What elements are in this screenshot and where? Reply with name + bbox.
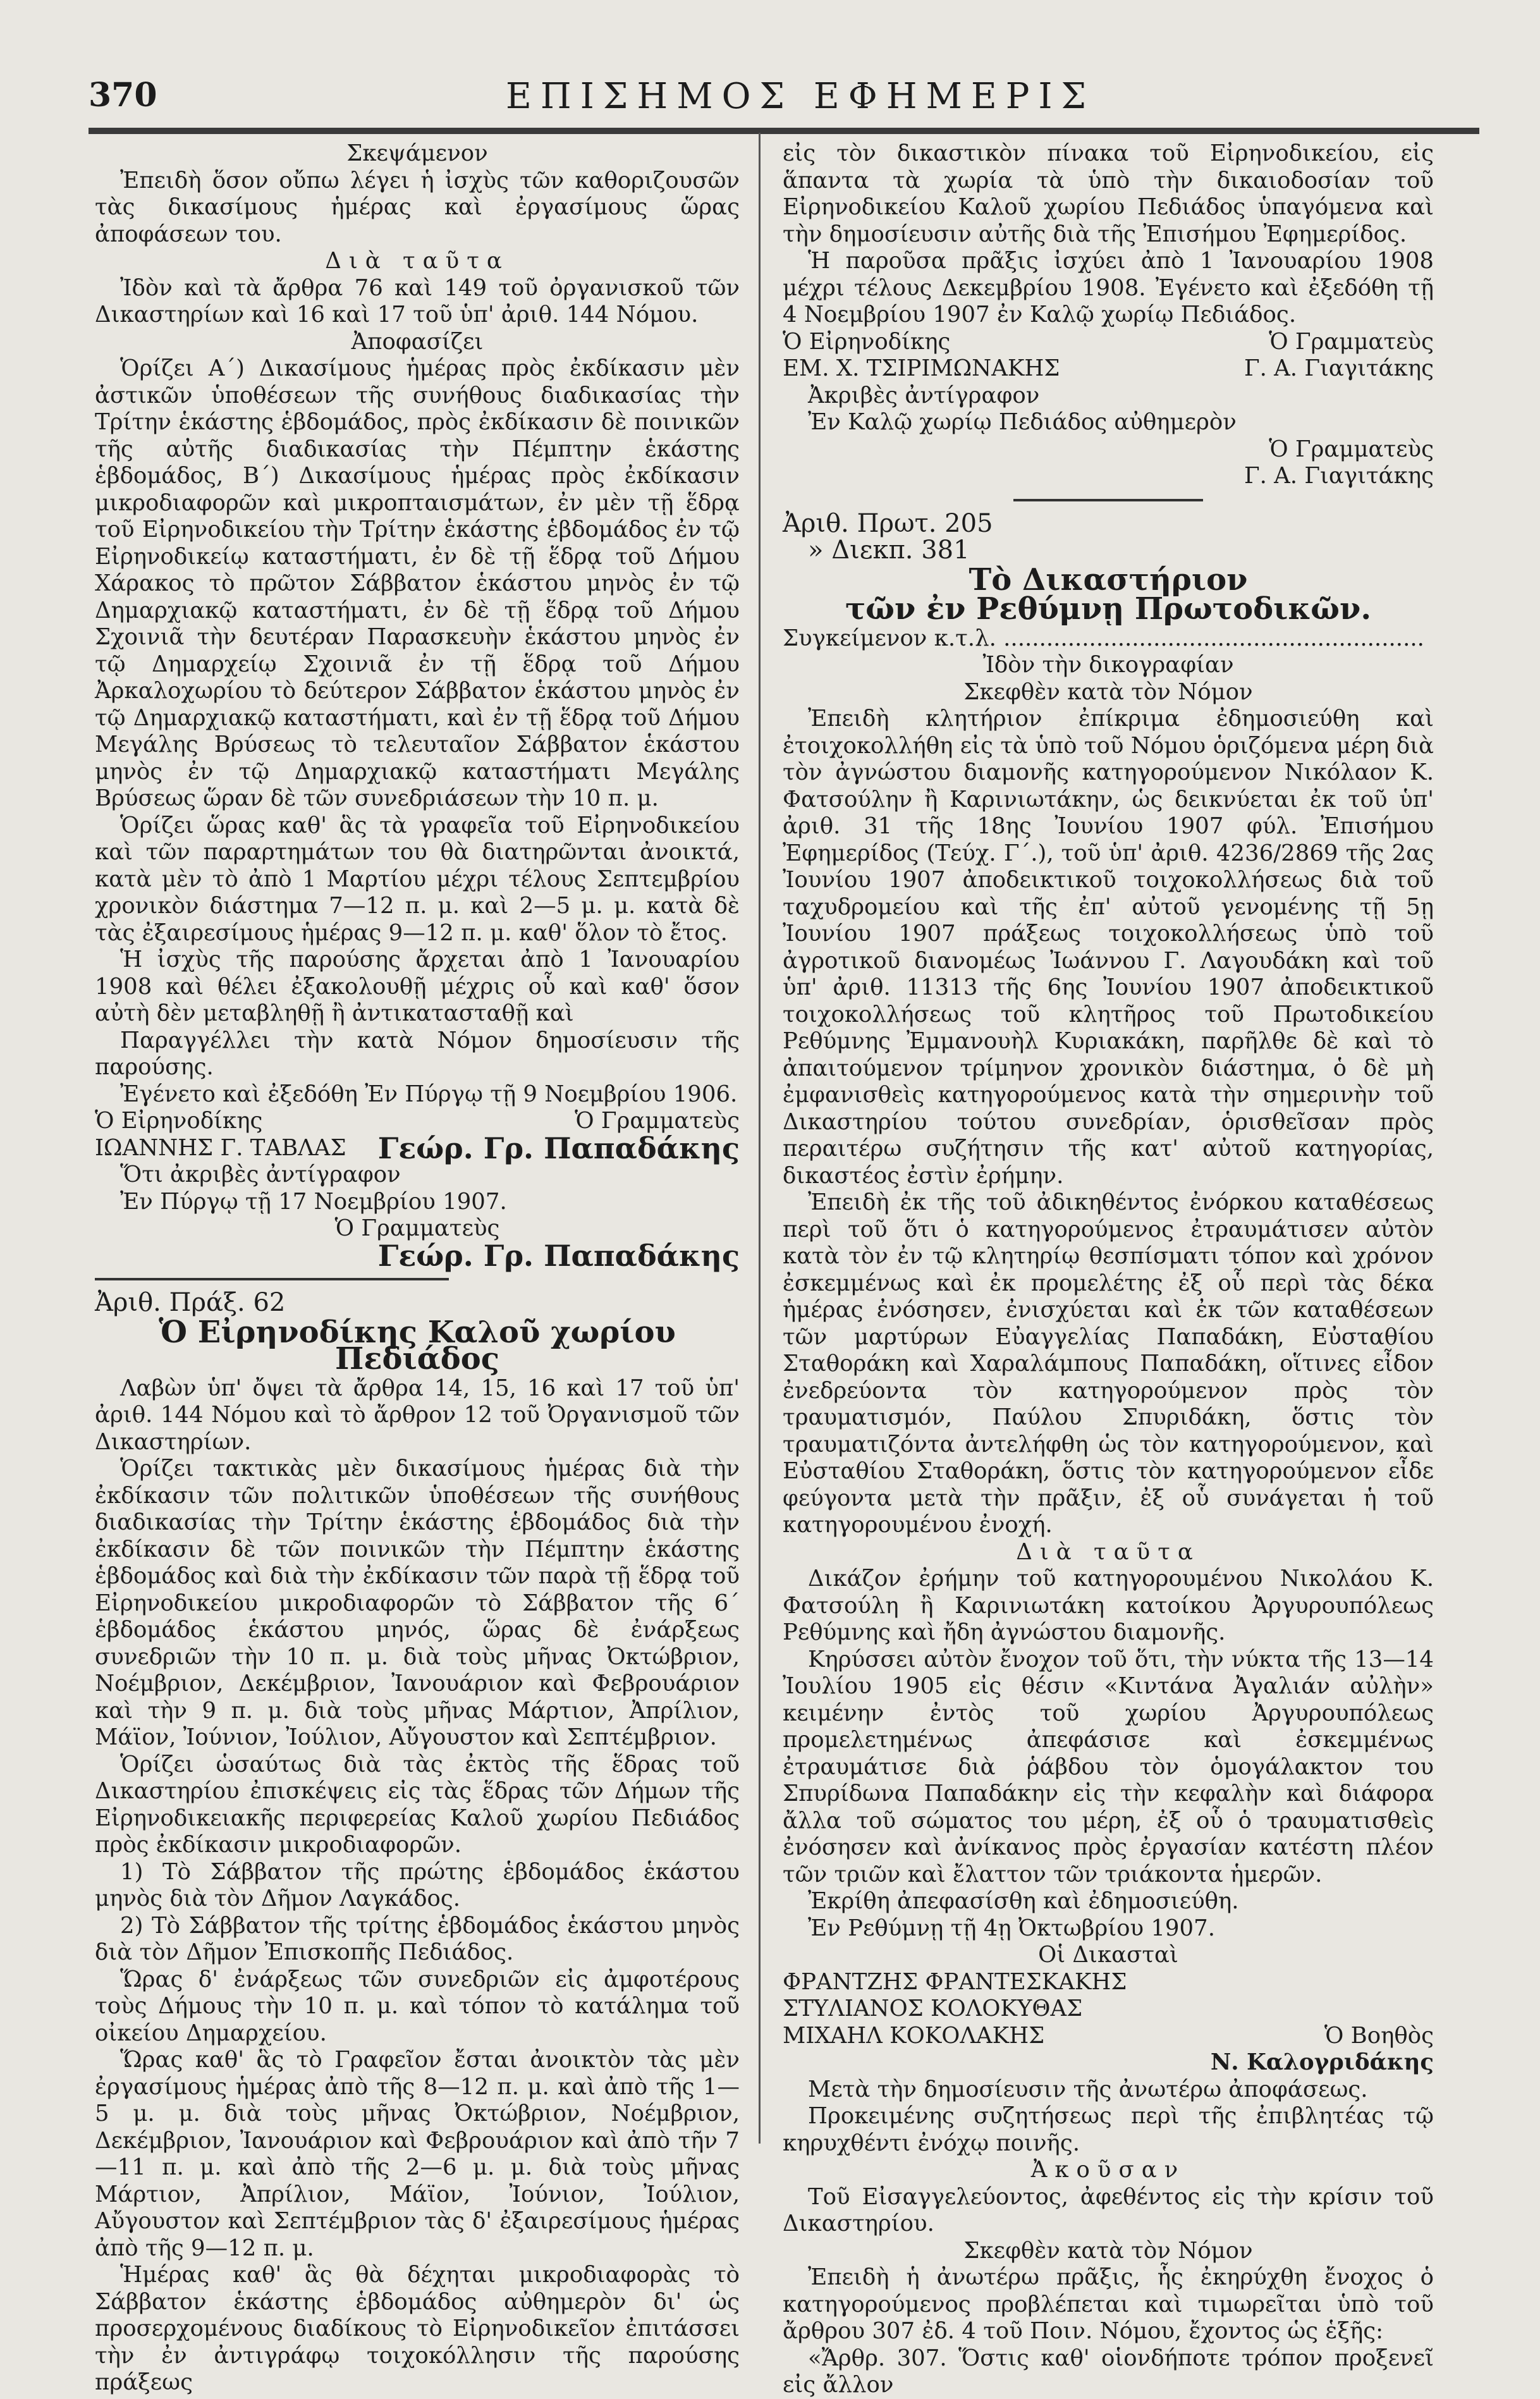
column-divider [759, 133, 761, 2144]
header-rule [89, 128, 1479, 134]
heading: Διὰ ταῦτα [325, 248, 510, 274]
page-header [89, 76, 1479, 133]
paragraph: Ἐπειδὴ κλητήριον ἐπίκριμα ἐδημοσιεύθη καὶ ἐτοιχοκολλήθη εἰς τὰ ὑπὸ τοῦ Νόμου ὁριζόμενα μέρη διὰ τὸν ἀγνώστου διαμονῆς κατηγορούμενον Νικόλαον Κ. Φατσούλην ἢ Καρινιωτάκην, ὡς δεικνύεται ἐκ τοῦ ὑπ' ἀριθ. 31 τῆς 18ης Ἰουνίου 1907 φύλ. Ἐπισήμου Ἐφημερίδος (Τεύχ. Γ΄.), τοῦ ὑπ' ἀριθ. 4236/2869 τῆς 2ας Ἰουνίου 1907 ἀποδεικτικοῦ τοιχοκολλήσεως διὰ τοῦ ταχυδρομείου καὶ τῆς ἐπ' αὐτοῦ γενομένης τῇ 5ῃ Ἰουνίου 1907 πράξεως τοιχοκολλήσεως ὑπὸ τοῦ ἀγροτικοῦ διανομέως Ἰωάννου Γ. Λαγουδάκη καὶ τοῦ ὑπ' ἀριθ. 11313 τῆς 6ης Ἰουνίου 1907 ἀποδεικτικοῦ τοιχοκολλήσεως τοῦ κλητῆρος τοῦ Πρωτοδικείου Ρεθύμνης Ἐμμανουὴλ Κυριακάκη, παρῆλθε δὲ καὶ τὸ ἀπαιτούμενον τρίμηνον χρονικὸν διάστημα, ὁ δὲ μὴ ἐμφανισθεὶς κατηγορούμενος κατὰ τὴν σημερινὴν τοῦ Δικαστηρίου τούτου συνεδρίαν, ὁρισθεῖσαν πρὸς περαιτέρω συζήτησιν τῆς κατ' αὐτοῦ κατηγορίας, δικαστέος ἐστὶν ἐρήμην. [783, 706, 1434, 1189]
signature-names [783, 355, 1434, 383]
paragraph: 1) Τὸ Σάββατον τῆς πρώτης ἑβδομάδος ἑκάστου μηνὸς διὰ τὸν Δῆμον Λαγκάδος. [95, 1858, 740, 1911]
paragraph: Ὁρίζει ὡσαύτως διὰ τὰς ἐκτὸς τῆς ἕδρας τοῦ Δικαστηρίου ἐπισκέψεις εἰς τὰς ἕδρας τῶν Δήμων τῆς Εἰρηνοδικειακῆς περιφερείας Καλοῦ χωρίου Πεδιάδος πρὸς ἐκδίκασιν μικροδιαφορῶν. [95, 1751, 740, 1858]
divider [1013, 499, 1203, 501]
paragraph: Ὥρας δ' ἐνάρξεως τῶν συνεδριῶν εἰς ἀμφοτέρους τοὺς Δήμους τὴν 10 π. μ. καὶ τόπον τὸ κατάλημα τοῦ οἰκείου Δημαρχείου. [95, 1966, 740, 2046]
signature-names [95, 1131, 740, 1165]
court-subtitle: τῶν ἐν Ρεθύμνῃ Πρωτοδικῶν. [845, 591, 1372, 627]
paragraph: Ἡ παροῦσα πρᾶξις ἰσχύει ἀπὸ 1 Ἰανουαρίου 1908 μέχρι τέλους Δεκεμβρίου 1908. Ἐγένετο καὶ ἐξεδόθη τῇ 4 Νοεμβρίου 1907 ἐν Καλῷ χωρίῳ Πεδιάδος. [783, 248, 1434, 328]
clerk-label: Ὁ Γραμματεὺς [1269, 436, 1434, 462]
heading: Ἀποφασίζει [351, 328, 484, 355]
assistant-name: Ν. Καλογριδάκης [1210, 2049, 1434, 2075]
paragraph: Ἀκριβὲς ἀντίγραφον [808, 382, 1040, 408]
judge-name: ΕΜ. Χ. ΤΣΙΡΙΜΩΝΑΚΗΣ [783, 355, 1060, 381]
court-title: Τὸ Δικαστήριον [969, 561, 1248, 598]
paragraph: Ἐπειδὴ ἐκ τῆς τοῦ ἀδικηθέντος ἐνόρκου καταθέσεως περὶ τοῦ ὅτι ὁ κατηγορούμενος ἐτραυμάτισεν αὐτὸν κατὰ τὸν ἐν τῷ κλητηρίῳ θεσπίσματι τόπον καὶ χρόνον ἐσκεμμένως καὶ ἐκ προμελέτης ἐξ οὗ περὶ τὰς δέκα ἡμέρας ἐνόσησεν, ἐνισχύεται καὶ ἐκ τῶν καταθέσεων τῶν μαρτύρων Εὐαγγελίας Παπαδάκη, Εὐσταθίου Σταθοράκη καὶ Χαραλάμπους Παπαδάκη, οἵτινες εἶδον ἐνεδρεύοντα τὸν κατηγορούμενον πρὸς τὸν τραυματισμόν, Παύλου Σπυριδάκη, ὅστις τὸν τραυματιζόντα ἀντελήφθη ὡς τὸν κατηγορούμενον, καὶ Εὐσταθίου Σταθοράκη, ὅστις τὸν κατηγορούμενον εἶδε φεύγοντα μετὰ τὴν πρᾶξιν, ἐξ οὗ συνάγεται ἡ τοῦ κατηγορουμένου ἐνοχή. [783, 1189, 1434, 1538]
paragraph: Ἐγένετο καὶ ἐξεδόθη Ἐν Πύργῳ τῇ 9 Νοεμβρίου 1906. [120, 1081, 738, 1107]
paragraph: «Ἄρθρ. 307. Ὅστις καθ' οἱονδήποτε τρόπον προξενεῖ εἰς ἄλλον [783, 2345, 1434, 2398]
heading: Σκεψάμενον [346, 140, 488, 166]
paragraph: Προκειμένης συζητήσεως περὶ τῆς ἐπιβλητέας τῷ κηρυχθέντι ἐνόχῳ ποινῆς. [783, 2103, 1434, 2156]
paragraph: 2) Τὸ Σάββατον τῆς τρίτης ἑβδομάδος ἑκάστου μηνὸς διὰ τὸν Δῆμον Ἐπισκοπῆς Πεδιάδος. [95, 1912, 740, 1965]
page-number: 370 [89, 76, 157, 114]
paragraph: εἰς τὸν δικαστικὸν πίνακα τοῦ Εἰρηνοδικείου, εἰς ἅπαντα τὰ χωρία τὰ ὑπὸ τὴν δικαιοδοσίαν τοῦ Εἰρηνοδικείου Καλοῦ χωρίου Πεδιάδος ὑπαγόμενα καὶ τὴν δημοσίευσιν αὐτῆς διὰ τῆς Ἐπισήμου Ἐφημερίδος. [783, 140, 1434, 247]
act-number: Ἀριθ. Πράξ. 62 [95, 1288, 286, 1317]
paragraph: Παραγγέλλει τὴν κατὰ Νόμον δημοσίευσιν τῆς παρούσης. [95, 1027, 740, 1080]
paragraph: Μετὰ τὴν δημοσίευσιν τῆς ἀνωτέρω ἀποφάσεως. [808, 2076, 1368, 2102]
paragraph: Ἰδὸν καὶ τὰ ἄρθρα 76 καὶ 149 τοῦ ὀργανισκοῦ τῶν Δικαστηρίων καὶ 16 καὶ 17 τοῦ ὑπ' ἀριθ. 144 Νόμου. [95, 274, 740, 328]
paragraph: Ὁρίζει τακτικὰς μὲν δικασίμους ἡμέρας διὰ τὴν ἐκδίκασιν τῶν πολιτικῶν ὑποθέσεων τῆς συνήθους διαδικασίας τὴν Τρίτην ἑκάστης ἑβδομάδος διὰ τὴν ἐκδίκασιν δὲ τῶν ποινικῶν τὴν Πέμπτην ἑκάστης ἑβδομάδος καὶ διὰ τὴν ἐκδίκασιν τῶν παρὰ τῇ ἕδρᾳ τοῦ Εἰρηνοδικείου μικροδιαφορῶν τὸ Σάββατον τῆς 6΄ ἑβδομάδος ἑκάστου μηνός, ὥρας δὲ ἐνάρξεως συνεδριῶν τὴν 10 π. μ. διὰ τοὺς μῆνας Ὀκτώβριον, Νοέμβριον, Δεκέμβριον, Ἰανουάριον καὶ Φεβρουάριον καὶ τὴν 9 π. μ. διὰ τοὺς μῆνας Μάρτιον, Ἀπρίλιον, Μάϊον, Ἰούνιον, Ἰούλιον, Αὔγουστον καὶ Σεπτέμβριον. [95, 1456, 740, 1750]
paragraph: Δικάζον ἐρήμην τοῦ κατηγορουμένου Νικολάου Κ. Φατσούλη ἢ Καρινιωτάκη κατοίκου Ἀργυρουπόλεως Ρεθύμνης καὶ ἤδη ἀγνώστου διαμονῆς. [783, 1566, 1434, 1645]
paragraph: Ἐν Ρεθύμνῃ τῇ 4ῃ Ὀκτωβρίου 1907. [808, 1915, 1215, 1941]
signature-row [783, 2023, 1434, 2050]
paragraph: Συγκείμενον κ.τ.λ. ........................................................... [783, 625, 1424, 651]
divider [95, 1278, 449, 1280]
clerk-name: Γεώρ. Γρ. Παπαδάκης [377, 1131, 740, 1165]
right-column [783, 140, 1434, 2399]
paragraph: Ἡ ἰσχὺς τῆς παρούσης ἄρχεται ἀπὸ 1 Ἰανουαρίου 1908 καὶ θέλει ἐξακολουθῇ μέχρις οὗ καὶ καθ' ὅσον αὐτὴ δὲν μεταβληθῇ ἢ ἀντικατασταθῇ καὶ [95, 947, 740, 1026]
paragraph: Ἐκρίθη ἀπεφασίσθη καὶ ἐδημοσιεύθη. [808, 1888, 1239, 1914]
paragraph: Ἐν Καλῷ χωρίῳ Πεδιάδος αὐθημερὸν [808, 409, 1237, 435]
paragraph: Ὥρας καθ' ἃς τὸ Γραφεῖον ἔσται ἀνοικτὸν τὰς μὲν ἐργασίμους ἡμέρας ἀπὸ τῆς 8—12 π. μ. καὶ ἀπὸ τῆς 1—5 μ. μ. διὰ τοὺς μῆνας Ὀκτώβριον, Νοέμβριον, Δεκέμβριον, Ἰανουάριον καὶ Φεβρουάριον καὶ ἀπὸ τῆν 7—11 π. μ. καὶ ἀπὸ τῆς 2—6 μ. μ. διὰ τοὺς μῆνας Μάρτιον, Ἀπρίλιον, Μάϊον, Ἰούνιον, Ἰούλιον, Αὔγουστον καὶ Σεπτέμβριον τὰς δ' ἐξαιρεσίμους ἡμέρας ἀπὸ τῆς 9—12 π. μ. [95, 2047, 740, 2261]
paragraph: Ὁρίζει ὥρας καθ' ἃς τὰ γραφεῖα τοῦ Εἰρηνοδικείου καὶ τῶν παραρτημάτων του θὰ διατηρῶνται ἀνοικτά, κατὰ μὲν τὸ ἀπὸ 1 Μαρτίου μέχρι τέλους Σεπτεμβρίου χρονικὸν διάστημα 7—12 π. μ. καὶ 2—5 μ. μ. κατὰ δὲ τὰς ἐξαιρεσίμους ἡμέρας 9—12 π. μ. καθ' ὅλον τὸ ἔτος. [95, 812, 740, 946]
signature-labels [783, 329, 1434, 356]
paragraph: Ἡμέρας καθ' ἃς θὰ δέχηται μικροδιαφορὰς τὸ Σάββατον ἑκάστης ἑβδομάδος αὐθημερὸν δι' ὡς προσερχομένους διαδίκους τὸ Εἰρηνοδικεῖον ἐπιτάσσει τὴν ἐν ἀντιγράφῳ τοιχοκόλλησιν τῆς παρούσης πράξεως [95, 2262, 740, 2395]
clerk-name: Γεώρ. Γρ. Παπαδάκης [377, 1238, 740, 1273]
clerk-name: Γ. Α. Γιαγιτάκης [1244, 355, 1434, 381]
clerk-label: Ὁ Γραμματεὺς [1269, 328, 1434, 355]
judge-name: ΣΤΥΛΙΑΝΟΣ ΚΟΛΟΚΥΘΑΣ [783, 1996, 1083, 2022]
clerk-label: Ὁ Γραμματεὺς [575, 1108, 740, 1134]
left-column [95, 140, 740, 2396]
paragraph: Ἐπειδὴ ἡ ἀνωτέρω πρᾶξις, ἧς ἐκηρύχθη ἔνοχος ὁ κατηγορούμενος προβλέπεται καὶ τιμωρεῖται ὑπὸ τοῦ ἄρθρου 307 ἐδ. 4 τοῦ Ποιν. Νόμου, ἔχοντος ὡς ἑξῆς: [783, 2264, 1434, 2344]
line: Ἰδὸν τὴν δικογραφίαν [982, 652, 1234, 678]
paragraph: Κηρύσσει αὐτὸν ἔνοχον τοῦ ὅτι, τὴν νύκτα τῆς 13—14 Ἰουλίου 1905 εἰς θέσιν «Κιντάνα Ἀγαλιάν αὐλὴν» κειμένην ἐντὸς τοῦ χωρίου Ἀργυρουπόλεως προμελετημένως ἀπεφάσισε καὶ ἐσκεμμένως ἐτραυμάτισε διὰ ῥάβδου τὸν ὁμογάλακτον του Σπυρίδωνα Παπαδάκην εἰς τὴν κεφαλὴν καὶ διάφορα ἄλλα τοῦ σώματος του μέρη, ἐξ οὗ ὁ τραυματισθεὶς ἐνόσησεν καὶ ἀνίκανος πρὸς ἐργασίαν κατέστη πλέον τῶν τριῶν καὶ ἔλαττον τῶν τριάκοντα ἡμερῶν. [783, 1646, 1434, 1887]
assistant-label: Ὁ Βοηθὸς [1324, 2022, 1434, 2049]
judge-name: ΜΙΧΑΗΛ ΚΟΚΟΛΑΚΗΣ [783, 2022, 1045, 2049]
gazette-title: ΕΠΙΣΗΜΟΣ ΕΦΗΜΕΡΙΣ [506, 76, 1096, 117]
judge-label: Ὁ Εἰρηνοδίκης [783, 328, 951, 355]
heading: Ἀκοῦσαν [1030, 2157, 1186, 2183]
paragraph: Ὅτι ἀκριβὲς ἀντίγραφον [120, 1162, 401, 1187]
protocol-number: Ἀριθ. Πρωτ. 205 [783, 508, 993, 538]
paragraph: Ἐπειδὴ ὅσον οὔπω λέγει ἡ ἰσχὺς τῶν καθοριζουσῶν τὰς δικασίμους ἡμέρας καὶ ἐργασίμους ὥρας ἀποφάσεων του. [95, 167, 740, 247]
heading: Διὰ ταῦτα [1016, 1538, 1201, 1565]
clerk-name: Γ. Α. Γιαγιτάκης [1244, 463, 1434, 489]
judges-label: Οἱ Δικασταὶ [1038, 1942, 1178, 1968]
paragraph: Τοῦ Εἰσαγγελεύοντος, ἀφεθέντος εἰς τὴν κρίσιν τοῦ Δικαστηρίου. [783, 2183, 1434, 2236]
paragraph: Ἐν Πύργῳ τῇ 17 Νοεμβρίου 1907. [120, 1188, 507, 1215]
paragraph: Ὁρίζει Α΄) Δικασίμους ἡμέρας πρὸς ἐκδίκασιν μὲν ἀστικῶν ὑποθέσεων τῆς συνήθους διαδικασίας τὴν Τρίτην ἑκάστης ἑβδομάδος, πρὸς ἐκδίκασιν δὲ ποινικῶν τῆς αὐτῆς διαδικασίας τὴν Πέμπτην ἑκάστης ἑβδομάδος, Β΄) Δικασίμους ἡμέρας πρὸς ἐκδίκασιν μικροδιαφορῶν καὶ μικροπταισμάτων, ἐν μὲν τῇ ἕδρᾳ τοῦ Εἰρηνοδικείου τὴν Τρίτην ἑκάστης ἑβδομάδος ἐν τῷ Εἰρηνοδικείῳ καταστήματι, ἐν δὲ τῇ ἕδρᾳ τοῦ Δήμου Χάρακος τὸ πρῶτον Σάββατον ἑκάστου μηνὸς ἐν τῷ Δημαρχιακῷ καταστήματι, ἐν δὲ τῇ ἕδρᾳ τοῦ Δήμου Σχοινιᾶ τὴν δευτέραν Παρασκευὴν ἑκάστου μηνὸς ἐν τῷ Δημαρχείῳ Σχοινιᾶ ἐν τῇ ἕδρᾳ τοῦ Δήμου Ἀρκαλοχωρίου τὸ δεύτερον Σάββατον ἑκάστου μηνὸς ἐν τῷ Δημαρχιακῷ καταστήματι, καὶ ἐν τῇ ἕδρᾳ τοῦ Δήμου Μεγάλης Βρύσεως τὸ τελευταῖον Σάββατον ἑκάστου μηνὸς ἐν τῷ Δημαρχιακῷ καταστήματι Μεγάλης Βρύσεως ὥραν δὲ τῶν συνεδριάσεων τὴν 10 π. μ. [95, 355, 740, 811]
line: Σκεφθὲν κατὰ τὸν Νόμον [963, 2237, 1253, 2264]
section-title: Ὁ Εἰρηνοδίκης Καλοῦ χωρίου Πεδιάδος [159, 1314, 676, 1377]
dispatch-number: » Διεκπ. 381 [808, 536, 970, 565]
judge-name: ΙΩΑΝΝΗΣ Γ. ΤΑΒΛΑΣ [95, 1134, 346, 1161]
line: Σκεφθὲν κατὰ τὸν Νόμον [963, 678, 1253, 705]
paragraph: Λαβὼν ὑπ' ὄψει τὰ ἄρθρα 14, 15, 16 καὶ 17 τοῦ ὑπ' ἀριθ. 144 Νόμου καὶ τὸ ἄρθρον 12 τοῦ Ὀργανισμοῦ τῶν Δικαστηρίων. [95, 1375, 740, 1455]
judge-name: ΦΡΑΝΤΖΗΣ ΦΡΑΝΤΕΣΚΑΚΗΣ [783, 1968, 1127, 1995]
clerk-label: Ὁ Γραμματεὺς [334, 1215, 500, 1241]
judge-label: Ὁ Εἰρηνοδίκης [95, 1108, 263, 1134]
